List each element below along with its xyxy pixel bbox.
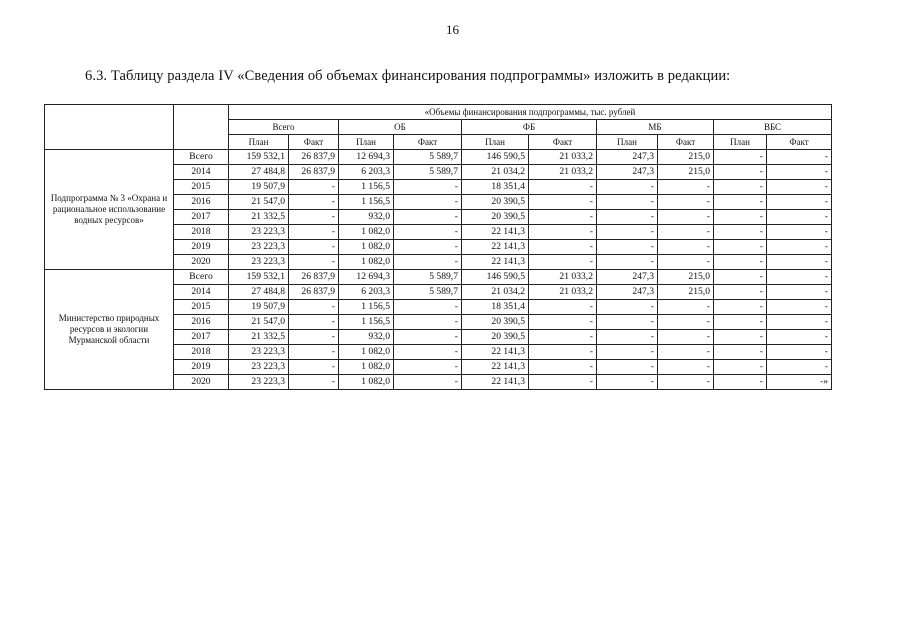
value-cell: - [529, 375, 597, 390]
value-cell: 20 390,5 [462, 315, 529, 330]
value-cell: 159 532,1 [229, 270, 289, 285]
value-cell: 22 141,3 [462, 375, 529, 390]
value-cell: 21 034,2 [462, 165, 529, 180]
value-cell: - [767, 315, 832, 330]
value-cell: 26 837,9 [289, 165, 339, 180]
value-cell: 21 547,0 [229, 315, 289, 330]
value-cell: 5 589,7 [394, 270, 462, 285]
value-cell: 5 589,7 [394, 165, 462, 180]
page-number: 16 [446, 22, 459, 37]
subheader-fact: Факт [289, 135, 339, 150]
year-cell: 2017 [174, 330, 229, 345]
value-cell: -» [767, 375, 832, 390]
year-cell: 2014 [174, 285, 229, 300]
value-cell: 23 223,3 [229, 345, 289, 360]
value-cell: 215,0 [658, 285, 714, 300]
value-cell: - [714, 285, 767, 300]
value-cell: 1 082,0 [339, 345, 394, 360]
value-cell: - [597, 375, 658, 390]
value-cell: 21 033,2 [529, 270, 597, 285]
value-cell: 215,0 [658, 150, 714, 165]
section-label: Подпрограмма № 3 «Охрана и рациональное использование водных ресурсов» [45, 150, 174, 270]
group-header-total: Всего [229, 120, 339, 135]
value-cell: - [767, 345, 832, 360]
value-cell: 247,3 [597, 165, 658, 180]
value-cell: - [767, 255, 832, 270]
value-cell: 12 694,3 [339, 270, 394, 285]
subheader-fact: Факт [658, 135, 714, 150]
value-cell: 247,3 [597, 285, 658, 300]
value-cell: 26 837,9 [289, 270, 339, 285]
value-cell: 22 141,3 [462, 255, 529, 270]
year-cell: 2015 [174, 180, 229, 195]
value-cell: - [394, 255, 462, 270]
subheader-fact: Факт [529, 135, 597, 150]
value-cell: 1 082,0 [339, 240, 394, 255]
value-cell: - [529, 255, 597, 270]
value-cell: - [394, 300, 462, 315]
value-cell: 6 203,3 [339, 165, 394, 180]
value-cell: 23 223,3 [229, 375, 289, 390]
year-cell: 2020 [174, 255, 229, 270]
value-cell: 21 034,2 [462, 285, 529, 300]
value-cell: - [597, 345, 658, 360]
year-cell: 2019 [174, 240, 229, 255]
value-cell: 1 082,0 [339, 360, 394, 375]
year-cell: 2016 [174, 315, 229, 330]
value-cell: 23 223,3 [229, 240, 289, 255]
value-cell: - [289, 225, 339, 240]
value-cell: 20 390,5 [462, 330, 529, 345]
value-cell: 20 390,5 [462, 195, 529, 210]
subheader-plan: План [597, 135, 658, 150]
value-cell: 1 082,0 [339, 225, 394, 240]
value-cell: - [597, 255, 658, 270]
value-cell: - [289, 345, 339, 360]
value-cell: - [714, 180, 767, 195]
value-cell: 21 033,2 [529, 165, 597, 180]
value-cell: 19 507,9 [229, 180, 289, 195]
value-cell: 146 590,5 [462, 270, 529, 285]
value-cell: 6 203,3 [339, 285, 394, 300]
value-cell: - [597, 300, 658, 315]
section-heading: 6.3. Таблицу раздела IV «Сведения об объемах финансирования подпрограммы» изложить в редакции: [85, 68, 731, 84]
value-cell: 27 484,8 [229, 165, 289, 180]
value-cell: 12 694,3 [339, 150, 394, 165]
value-cell: 22 141,3 [462, 225, 529, 240]
value-cell: - [289, 195, 339, 210]
value-cell: - [529, 195, 597, 210]
year-cell: 2015 [174, 300, 229, 315]
value-cell: 23 223,3 [229, 360, 289, 375]
value-cell: - [767, 180, 832, 195]
value-cell: - [289, 315, 339, 330]
value-cell: 247,3 [597, 150, 658, 165]
value-cell: - [658, 225, 714, 240]
year-cell: 2019 [174, 360, 229, 375]
subheader-plan: План [462, 135, 529, 150]
value-cell: - [394, 240, 462, 255]
value-cell: 19 507,9 [229, 300, 289, 315]
value-cell: 21 547,0 [229, 195, 289, 210]
value-cell: 932,0 [339, 210, 394, 225]
value-cell: - [767, 165, 832, 180]
header-blank-label [45, 105, 174, 150]
value-cell: - [597, 360, 658, 375]
value-cell: - [658, 240, 714, 255]
year-cell: 2018 [174, 225, 229, 240]
value-cell: - [529, 345, 597, 360]
year-cell: 2017 [174, 210, 229, 225]
value-cell: - [597, 210, 658, 225]
subheader-fact: Факт [394, 135, 462, 150]
value-cell: - [658, 255, 714, 270]
value-cell: 22 141,3 [462, 345, 529, 360]
value-cell: - [597, 240, 658, 255]
section-label: Министерство природных ресурсов и экологии Мурманской области [45, 270, 174, 390]
value-cell: - [289, 360, 339, 375]
value-cell: - [714, 240, 767, 255]
value-cell: - [767, 150, 832, 165]
value-cell: 22 141,3 [462, 240, 529, 255]
group-header-mb: МБ [597, 120, 714, 135]
value-cell: - [394, 180, 462, 195]
value-cell: - [529, 210, 597, 225]
value-cell: - [658, 375, 714, 390]
value-cell: - [714, 300, 767, 315]
value-cell: - [529, 240, 597, 255]
value-cell: - [714, 165, 767, 180]
value-cell: - [394, 195, 462, 210]
value-cell: 20 390,5 [462, 210, 529, 225]
table-main-header: «Объемы финансирования подпрограммы, тыс. рублей [229, 105, 832, 120]
subheader-plan: План [339, 135, 394, 150]
value-cell: - [289, 375, 339, 390]
value-cell: - [529, 330, 597, 345]
value-cell: 18 351,4 [462, 300, 529, 315]
value-cell: 1 156,5 [339, 195, 394, 210]
value-cell: 23 223,3 [229, 255, 289, 270]
value-cell: - [767, 240, 832, 255]
value-cell: - [658, 315, 714, 330]
value-cell: - [658, 195, 714, 210]
value-cell: - [394, 375, 462, 390]
value-cell: - [289, 300, 339, 315]
value-cell: - [597, 330, 658, 345]
value-cell: - [658, 210, 714, 225]
group-header-vbs: ВБС [714, 120, 832, 135]
value-cell: - [597, 225, 658, 240]
value-cell: 21 332,5 [229, 210, 289, 225]
value-cell: - [767, 300, 832, 315]
value-cell: - [767, 195, 832, 210]
subheader-fact: Факт [767, 135, 832, 150]
value-cell: - [597, 180, 658, 195]
subheader-plan: План [229, 135, 289, 150]
header-blank-year [174, 105, 229, 150]
value-cell: 146 590,5 [462, 150, 529, 165]
value-cell: - [767, 285, 832, 300]
value-cell: - [529, 315, 597, 330]
value-cell: - [714, 315, 767, 330]
value-cell: - [767, 360, 832, 375]
value-cell: 1 156,5 [339, 300, 394, 315]
year-cell: 2016 [174, 195, 229, 210]
value-cell: - [394, 315, 462, 330]
value-cell: - [714, 225, 767, 240]
value-cell: 21 033,2 [529, 285, 597, 300]
value-cell: - [658, 180, 714, 195]
year-cell: Всего [174, 270, 229, 285]
value-cell: - [714, 345, 767, 360]
value-cell: 22 141,3 [462, 360, 529, 375]
value-cell: 215,0 [658, 270, 714, 285]
subheader-plan: План [714, 135, 767, 150]
value-cell: 247,3 [597, 270, 658, 285]
value-cell: - [394, 330, 462, 345]
group-header-fb: ФБ [462, 120, 597, 135]
value-cell: - [394, 360, 462, 375]
value-cell: - [394, 225, 462, 240]
value-cell: - [714, 330, 767, 345]
value-cell: - [289, 330, 339, 345]
value-cell: - [714, 375, 767, 390]
value-cell: - [767, 225, 832, 240]
value-cell: - [529, 180, 597, 195]
value-cell: - [658, 300, 714, 315]
value-cell: - [767, 330, 832, 345]
value-cell: - [714, 270, 767, 285]
value-cell: 27 484,8 [229, 285, 289, 300]
value-cell: - [714, 210, 767, 225]
value-cell: 1 082,0 [339, 375, 394, 390]
value-cell: 23 223,3 [229, 225, 289, 240]
value-cell: 18 351,4 [462, 180, 529, 195]
value-cell: 1 156,5 [339, 180, 394, 195]
value-cell: - [289, 210, 339, 225]
year-cell: Всего [174, 150, 229, 165]
value-cell: - [289, 240, 339, 255]
value-cell: - [529, 300, 597, 315]
value-cell: - [714, 150, 767, 165]
value-cell: - [767, 270, 832, 285]
year-cell: 2014 [174, 165, 229, 180]
value-cell: - [658, 360, 714, 375]
group-header-ob: ОБ [339, 120, 462, 135]
value-cell: - [529, 360, 597, 375]
value-cell: 21 033,2 [529, 150, 597, 165]
value-cell: 5 589,7 [394, 285, 462, 300]
table-row [45, 150, 832, 165]
value-cell: - [767, 210, 832, 225]
value-cell: - [714, 195, 767, 210]
value-cell: - [658, 345, 714, 360]
value-cell: 1 156,5 [339, 315, 394, 330]
value-cell: 21 332,5 [229, 330, 289, 345]
value-cell: - [714, 255, 767, 270]
value-cell: 5 589,7 [394, 150, 462, 165]
table-row [45, 270, 832, 285]
value-cell: - [394, 345, 462, 360]
value-cell: - [597, 315, 658, 330]
value-cell: - [289, 180, 339, 195]
value-cell: 26 837,9 [289, 285, 339, 300]
financing-table [44, 104, 832, 390]
value-cell: - [714, 360, 767, 375]
value-cell: - [289, 255, 339, 270]
value-cell: - [658, 330, 714, 345]
value-cell: 932,0 [339, 330, 394, 345]
value-cell: 215,0 [658, 165, 714, 180]
year-cell: 2020 [174, 375, 229, 390]
value-cell: 159 532,1 [229, 150, 289, 165]
value-cell: - [597, 195, 658, 210]
value-cell: 26 837,9 [289, 150, 339, 165]
year-cell: 2018 [174, 345, 229, 360]
value-cell: 1 082,0 [339, 255, 394, 270]
value-cell: - [394, 210, 462, 225]
value-cell: - [529, 225, 597, 240]
